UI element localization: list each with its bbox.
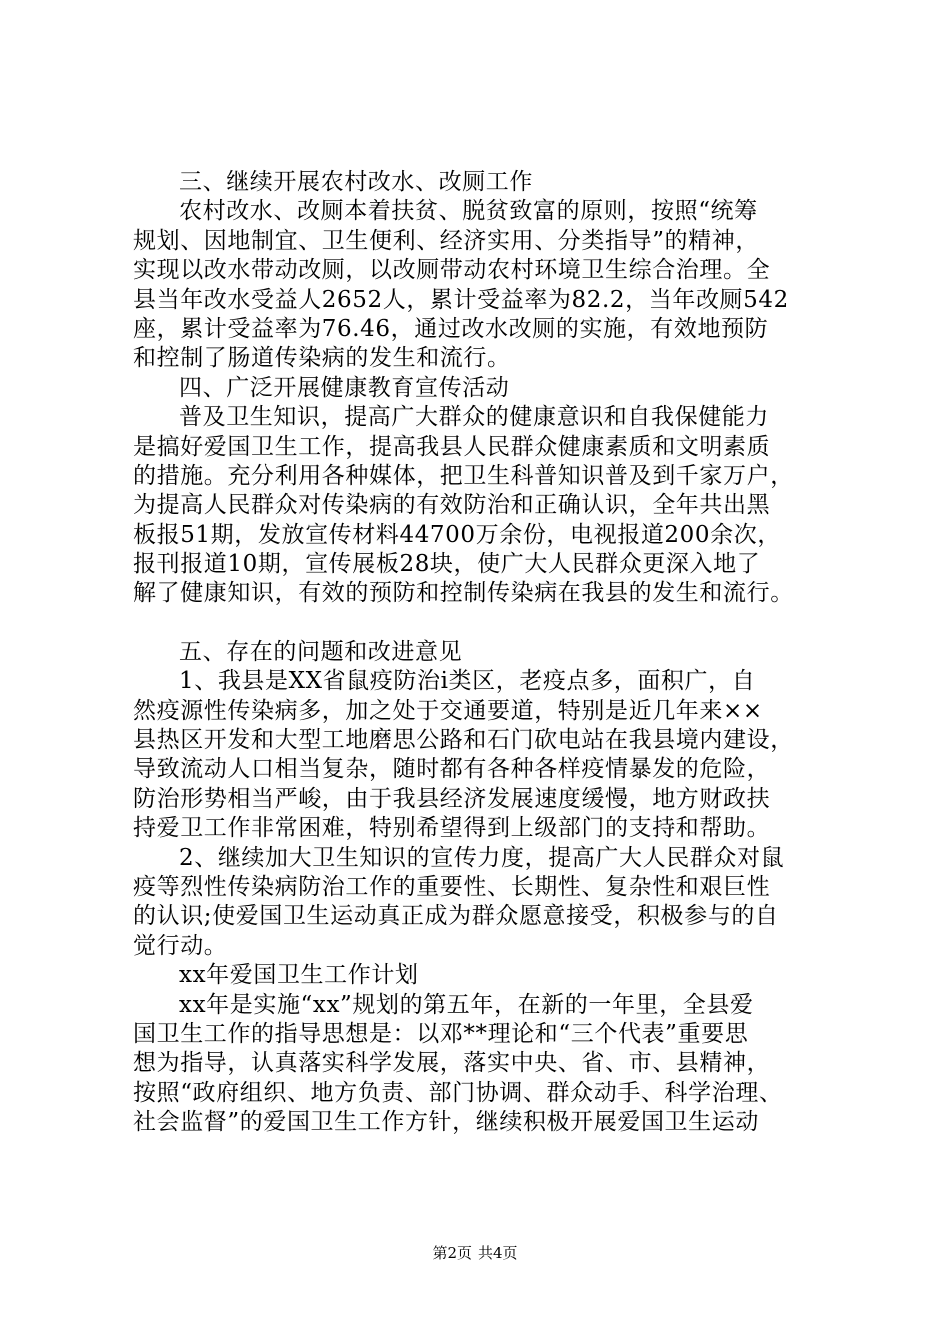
page-total: 共4页 bbox=[478, 1244, 518, 1262]
paragraph-line: 导致流动人口相当复杂，随时都有各种各样疫情暴发的危险， bbox=[133, 756, 771, 783]
paragraph-line: 为提高人民群众对传染病的有效防治和正确认识，全年共出黑 bbox=[133, 492, 771, 519]
paragraph-line: 想为指导，认真落实科学发展，落实中央、省、市、县精神， bbox=[133, 1050, 771, 1077]
paragraph-line: xx年是实施“xx”规划的第五年，在新的一年里，全县爱 bbox=[179, 991, 754, 1018]
page-footer bbox=[0, 1243, 950, 1263]
paragraph-line: 持爱卫工作非常困难，特别希望得到上级部门的支持和帮助。 bbox=[133, 815, 771, 842]
section-heading: 三、继续开展农村改水、改厕工作 bbox=[179, 169, 533, 195]
paragraph-line: 普及卫生知识，提高广大群众的健康意识和自我保健能力 bbox=[179, 404, 769, 431]
paragraph-line: 防治形势相当严峻，由于我县经济发展速度缓慢，地方财政扶 bbox=[133, 785, 771, 812]
paragraph-line: 觉行动。 bbox=[133, 932, 228, 959]
paragraph-line: 2、继续加大卫生知识的宣传力度，提高广大人民群众对鼠 bbox=[179, 844, 785, 871]
section-heading: xx年爱国卫生工作计划 bbox=[179, 962, 419, 989]
paragraph-line: 1、我县是XX省鼠疫防治ⅰ类区，老疫点多，面积广，自 bbox=[179, 668, 756, 695]
paragraph-line: 国卫生工作的指导思想是：以邓**理论和“三个代表”重要思 bbox=[133, 1020, 749, 1047]
paragraph-line: 按照“政府组织、地方负责、部门协调、群众动手、科学治理、 bbox=[133, 1079, 783, 1106]
page-number: 第2页 bbox=[432, 1244, 472, 1262]
paragraph-line: 县当年改水受益人2652人，累计受益率为82.2，当年改厕542 bbox=[133, 286, 789, 313]
paragraph-line: 规划、因地制宜、卫生便利、经济实用、分类指导”的精神， bbox=[133, 227, 759, 254]
section-heading: 四、广泛开展健康教育宣传活动 bbox=[179, 374, 510, 401]
section-heading: 五、存在的问题和改进意见 bbox=[179, 638, 463, 665]
paragraph-line: 疫等烈性传染病防治工作的重要性、长期性、复杂性和艰巨性 bbox=[133, 873, 771, 900]
document-body bbox=[133, 168, 853, 1138]
paragraph-line: 实现以改水带动改厕，以改厕带动农村环境卫生综合治理。全 bbox=[133, 257, 771, 284]
paragraph-line: 解了健康知识，有效的预防和控制传染病在我县的发生和流行。 bbox=[133, 580, 794, 607]
paragraph-line: 农村改水、改厕本着扶贫、脱贫致富的原则，按照“统筹 bbox=[179, 198, 758, 225]
paragraph-line: 然疫源性传染病多，加之处于交通要道，特别是近几年来×× bbox=[133, 697, 763, 724]
paragraph-line: 报刊报道10期，宣传展板28块，使广大人民群众更深入地了 bbox=[133, 551, 761, 578]
blank-line bbox=[133, 609, 853, 638]
paragraph-line: 和控制了肠道传染病的发生和流行。 bbox=[133, 345, 511, 372]
paragraph-line: 座，累计受益率为76.46，通过改水改厕的实施，有效地预防 bbox=[133, 315, 769, 342]
paragraph-line: 是搞好爱国卫生工作，提高我县人民群众健康素质和文明素质 bbox=[133, 433, 771, 460]
paragraph-line: 县热区开发和大型工地磨思公路和石门砍电站在我县境内建设， bbox=[133, 727, 794, 754]
paragraph-line: 社会监督”的爱国卫生工作方针，继续积极开展爱国卫生运动 bbox=[133, 1109, 759, 1136]
paragraph-line: 板报51期，发放宣传材料44700万余份，电视报道200余次， bbox=[133, 521, 781, 548]
paragraph-line: 的认识;使爱国卫生运动真正成为群众愿意接受，积极参与的自 bbox=[133, 903, 779, 930]
paragraph-line: 的措施。充分利用各种媒体，把卫生科普知识普及到千家万户， bbox=[133, 462, 794, 489]
